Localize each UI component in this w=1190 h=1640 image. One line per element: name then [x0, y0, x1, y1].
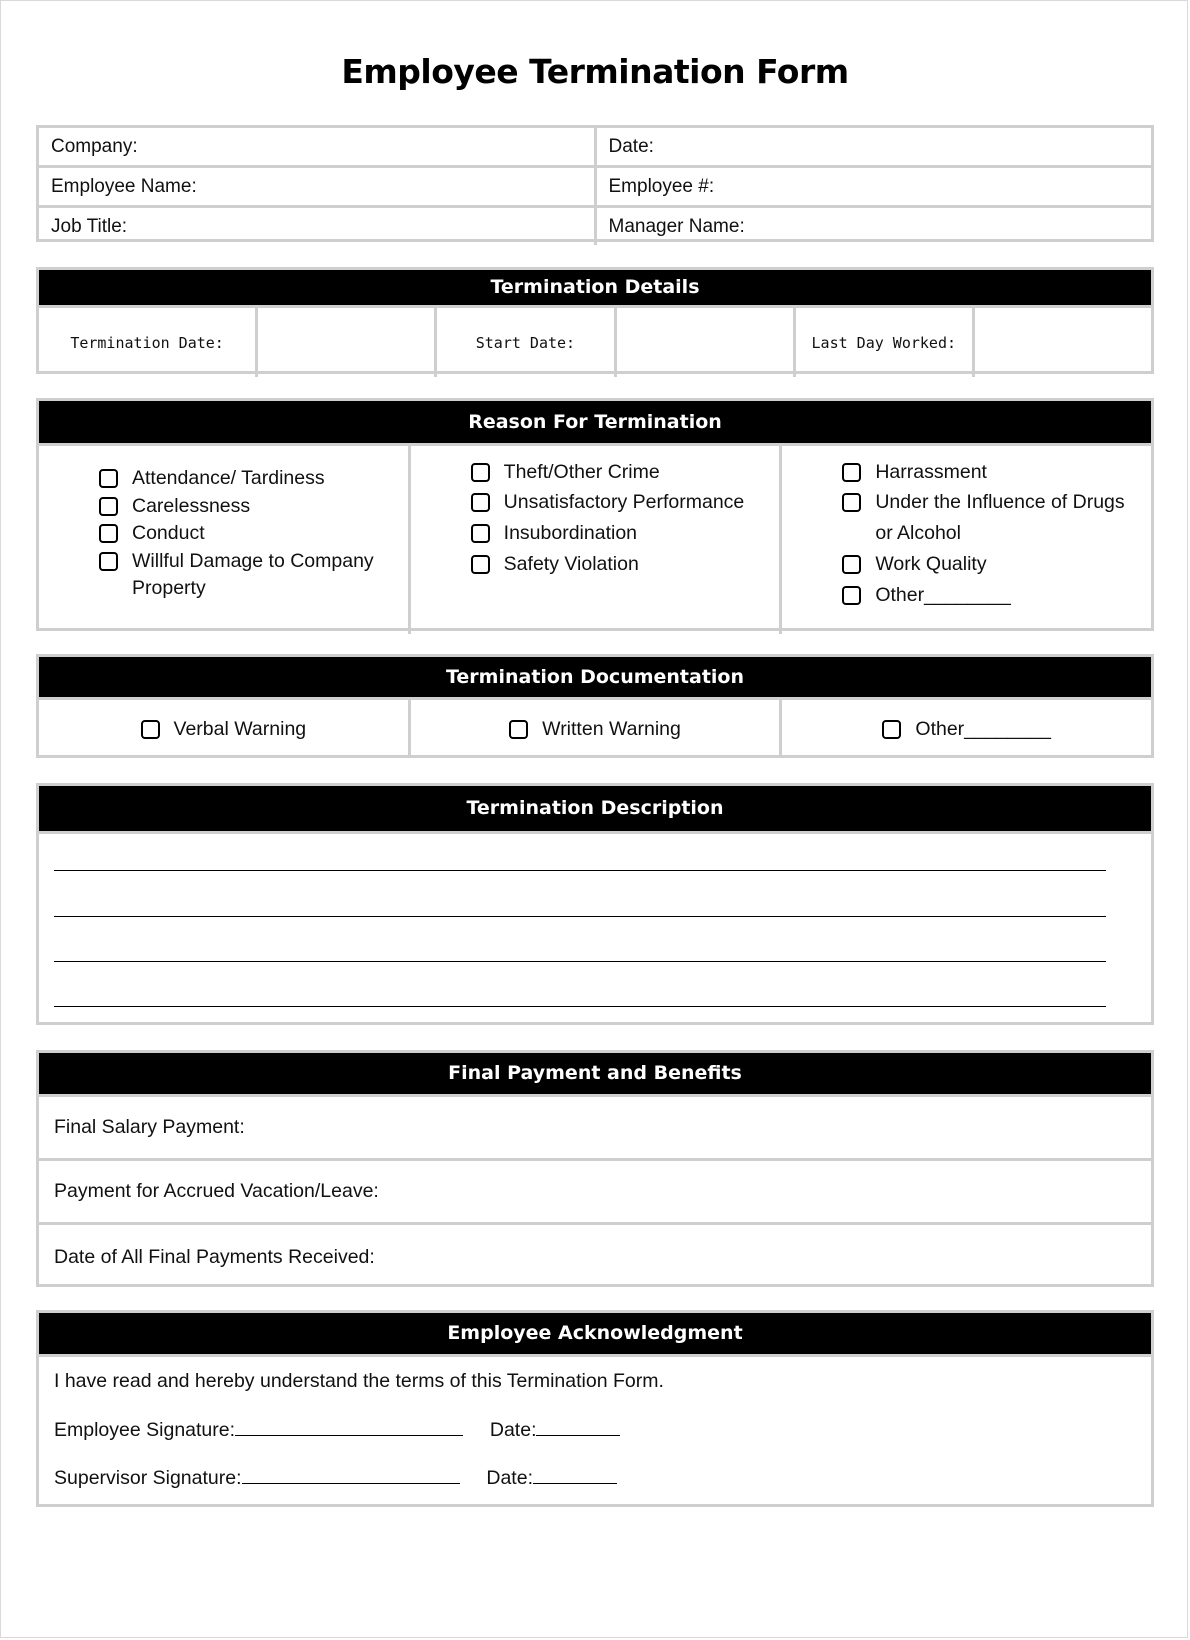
start-date-label: Start Date:	[434, 308, 613, 377]
reason-other[interactable]	[842, 582, 1011, 609]
reason-work-quality[interactable]	[842, 551, 986, 578]
reason-label: Attendance/ Tardiness	[132, 467, 325, 489]
last-day-worked-input[interactable]	[972, 308, 1151, 377]
termination-details-row	[39, 308, 1151, 377]
reason-attendance[interactable]	[99, 465, 325, 492]
checkbox-icon[interactable]	[842, 493, 861, 512]
checkbox-icon[interactable]	[99, 497, 118, 516]
termination-date-label: Termination Date:	[70, 333, 224, 352]
description-line[interactable]	[54, 916, 1106, 917]
reason-carelessness[interactable]	[99, 493, 250, 520]
checkbox-icon[interactable]	[882, 720, 901, 739]
reason-label: Property	[132, 577, 206, 599]
checkbox-icon[interactable]	[842, 555, 861, 574]
reason-section	[36, 398, 1154, 631]
reason-theft[interactable]	[471, 459, 660, 486]
reason-label: Insubordination	[503, 522, 638, 544]
description-line[interactable]	[54, 961, 1106, 962]
termination-date-input[interactable]	[255, 308, 434, 377]
termination-details-section	[36, 267, 1154, 374]
doc-label: Written Warning	[542, 717, 681, 740]
description-section	[36, 783, 1154, 1025]
checkbox-icon[interactable]	[99, 469, 118, 488]
reason-label: Work Quality	[875, 553, 987, 575]
reason-label: Under the Influence of Drugs	[875, 491, 1125, 513]
reason-label: Safety Violation	[503, 553, 639, 575]
employee-signature-label: Employee Signature:	[54, 1419, 236, 1441]
final-salary-field[interactable]: Final Salary Payment:	[39, 1097, 1151, 1161]
checkbox-icon[interactable]	[99, 524, 118, 543]
reason-conduct[interactable]	[99, 520, 205, 547]
form-title: Employee Termination Form	[341, 52, 849, 91]
reason-label: Carelessness	[132, 495, 251, 517]
doc-label: Verbal Warning	[173, 717, 307, 740]
start-date-input[interactable]	[614, 308, 793, 377]
company-field[interactable]: Company:	[51, 135, 138, 157]
final-payments-date-field[interactable]: Date of All Final Payments Received:	[54, 1245, 375, 1268]
reason-label: Willful Damage to Company	[132, 550, 374, 572]
documentation-heading: Termination Documentation	[39, 657, 1151, 700]
reason-insubordination[interactable]	[471, 520, 637, 547]
termination-details-heading: Termination Details	[39, 270, 1151, 308]
checkbox-icon[interactable]	[99, 552, 118, 571]
reason-label: Harrassment	[875, 461, 987, 483]
supervisor-signature-label: Supervisor Signature:	[54, 1467, 242, 1489]
supervisor-date-label: Date:	[486, 1467, 533, 1489]
checkbox-icon[interactable]	[842, 586, 861, 605]
employee-date-label: Date:	[489, 1419, 537, 1441]
reason-label: or Alcohol	[875, 522, 961, 544]
reason-willful-damage-continued	[132, 575, 206, 602]
reason-influence-continued	[875, 520, 961, 547]
checkbox-icon[interactable]	[471, 493, 490, 512]
accrued-vacation-field[interactable]: Payment for Accrued Vacation/Leave:	[39, 1161, 1151, 1225]
info-row	[39, 208, 1151, 245]
acknowledgment-statement: I have read and hereby understand the terms of this Termination Form.	[54, 1370, 664, 1392]
employee-name-field[interactable]: Employee Name:	[51, 175, 197, 197]
doc-label: Other________	[915, 717, 1051, 740]
supervisor-date-line[interactable]	[533, 1465, 617, 1484]
reason-label: Unsatisfactory Performance	[503, 491, 745, 513]
date-field[interactable]: Date:	[594, 128, 1152, 165]
acknowledgment-heading: Employee Acknowledgment	[39, 1313, 1151, 1357]
doc-written-warning[interactable]	[408, 700, 780, 758]
reason-label: Theft/Other Crime	[503, 461, 660, 483]
reason-label: Other________	[875, 584, 1011, 606]
employee-date-line[interactable]	[536, 1417, 620, 1436]
documentation-options	[39, 700, 1151, 758]
reason-heading: Reason For Termination	[39, 401, 1151, 446]
checkbox-icon[interactable]	[471, 524, 490, 543]
acknowledgment-section	[36, 1310, 1154, 1507]
checkbox-icon[interactable]	[471, 555, 490, 574]
reason-safety-violation[interactable]	[471, 551, 639, 578]
employee-signature-row	[54, 1417, 620, 1442]
checkbox-icon[interactable]	[509, 720, 528, 739]
last-day-worked-label: Last Day Worked:	[793, 308, 972, 377]
reason-column-1	[39, 446, 408, 634]
reason-unsatisfactory-performance[interactable]	[471, 489, 745, 516]
job-title-field[interactable]: Job Title:	[51, 215, 128, 237]
reason-column-3	[779, 446, 1151, 634]
reason-willful-damage[interactable]	[99, 548, 374, 575]
description-line[interactable]	[54, 870, 1106, 871]
doc-verbal-warning[interactable]	[39, 700, 408, 758]
reason-harrassment[interactable]	[842, 459, 987, 486]
supervisor-signature-row	[54, 1465, 617, 1490]
employee-info-table	[36, 125, 1154, 242]
payment-section	[36, 1050, 1154, 1287]
manager-name-field[interactable]: Manager Name:	[594, 208, 1152, 245]
employee-number-field[interactable]: Employee #:	[594, 168, 1152, 205]
info-row	[39, 128, 1151, 168]
checkbox-icon[interactable]	[842, 463, 861, 482]
checkbox-icon[interactable]	[141, 720, 160, 739]
info-row	[39, 168, 1151, 208]
checkbox-icon[interactable]	[471, 463, 490, 482]
employee-signature-line[interactable]	[235, 1417, 463, 1436]
payment-heading: Final Payment and Benefits	[39, 1053, 1151, 1097]
reason-options	[39, 446, 1151, 634]
doc-other[interactable]	[779, 700, 1151, 758]
supervisor-signature-line[interactable]	[242, 1465, 460, 1484]
reason-label: Conduct	[132, 522, 205, 544]
documentation-section	[36, 654, 1154, 758]
reason-influence[interactable]	[842, 489, 1124, 516]
description-heading: Termination Description	[39, 786, 1151, 834]
reason-column-2	[408, 446, 780, 634]
description-line[interactable]	[54, 1006, 1106, 1007]
